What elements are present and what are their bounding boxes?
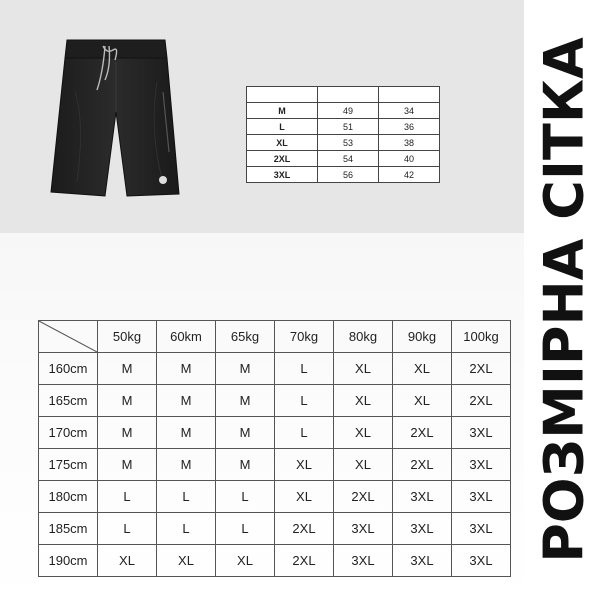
measurement-size: 3XL xyxy=(247,167,318,183)
size-chart-row xyxy=(39,513,511,545)
measurement-header-cell xyxy=(318,87,379,103)
weight-header: 65kg xyxy=(216,321,275,353)
size-cell: XL xyxy=(216,545,275,577)
height-label: 165cm xyxy=(39,385,98,417)
measurement-row xyxy=(247,151,440,167)
size-cell: XL xyxy=(275,481,334,513)
measurement-row xyxy=(247,135,440,151)
size-cell: 2XL xyxy=(275,513,334,545)
size-chart-header-row xyxy=(39,321,511,353)
measurement-value: 49 xyxy=(318,103,379,119)
size-cell: 3XL xyxy=(452,449,511,481)
size-cell: M xyxy=(98,353,157,385)
size-chart-row xyxy=(39,385,511,417)
measurement-row xyxy=(247,119,440,135)
measurement-value: 53 xyxy=(318,135,379,151)
size-cell: L xyxy=(157,513,216,545)
size-chart-row xyxy=(39,545,511,577)
measurement-size: M xyxy=(247,103,318,119)
size-chart-row xyxy=(39,417,511,449)
size-cell: M xyxy=(157,385,216,417)
weight-header: 100kg xyxy=(452,321,511,353)
measurement-value: 38 xyxy=(379,135,440,151)
measurement-value: 34 xyxy=(379,103,440,119)
weight-header: 80kg xyxy=(334,321,393,353)
size-cell: XL xyxy=(393,385,452,417)
size-cell: 3XL xyxy=(452,481,511,513)
size-cell: L xyxy=(98,513,157,545)
size-cell: L xyxy=(157,481,216,513)
size-cell: M xyxy=(157,449,216,481)
size-cell: 2XL xyxy=(393,449,452,481)
height-label: 160cm xyxy=(39,353,98,385)
size-cell: 3XL xyxy=(393,481,452,513)
size-cell: XL xyxy=(334,449,393,481)
size-cell: 3XL xyxy=(452,545,511,577)
measurement-size: L xyxy=(247,119,318,135)
size-cell: L xyxy=(275,385,334,417)
measurement-value: 36 xyxy=(379,119,440,135)
size-cell: XL xyxy=(334,353,393,385)
size-cell: 3XL xyxy=(452,417,511,449)
size-cell: L xyxy=(275,353,334,385)
corner-cell xyxy=(39,321,98,353)
size-cell: M xyxy=(216,417,275,449)
weight-header: 50kg xyxy=(98,321,157,353)
size-cell: 3XL xyxy=(334,513,393,545)
height-label: 185cm xyxy=(39,513,98,545)
weight-header: 60km xyxy=(157,321,216,353)
measurement-size: 2XL xyxy=(247,151,318,167)
size-cell: L xyxy=(98,481,157,513)
size-cell: 2XL xyxy=(452,385,511,417)
size-cell: 3XL xyxy=(452,513,511,545)
size-cell: 2XL xyxy=(452,353,511,385)
size-cell: 3XL xyxy=(334,545,393,577)
size-cell: M xyxy=(157,417,216,449)
size-cell: XL xyxy=(334,417,393,449)
measurement-header-cell xyxy=(379,87,440,103)
size-cell: L xyxy=(275,417,334,449)
measurement-table xyxy=(246,86,440,183)
size-cell: XL xyxy=(334,385,393,417)
size-cell: 2XL xyxy=(334,481,393,513)
measurement-header-cell xyxy=(247,87,318,103)
diagonal-line-icon xyxy=(39,321,97,352)
measurement-value: 42 xyxy=(379,167,440,183)
height-label: 190cm xyxy=(39,545,98,577)
size-cell: M xyxy=(216,385,275,417)
size-cell: M xyxy=(216,449,275,481)
title-strip xyxy=(528,0,600,600)
size-chart-row xyxy=(39,449,511,481)
size-cell: XL xyxy=(157,545,216,577)
size-chart-row xyxy=(39,353,511,385)
height-label: 170cm xyxy=(39,417,98,449)
height-label: 180cm xyxy=(39,481,98,513)
size-chart-table xyxy=(38,320,511,577)
weight-header: 70kg xyxy=(275,321,334,353)
page-title: РОЗМІРНА СІТКА xyxy=(532,37,596,563)
measurement-row xyxy=(247,167,440,183)
size-cell: M xyxy=(98,385,157,417)
black-shorts-icon xyxy=(45,32,185,202)
size-cell: XL xyxy=(393,353,452,385)
weight-header: 90kg xyxy=(393,321,452,353)
size-cell: M xyxy=(98,449,157,481)
measurement-value: 54 xyxy=(318,151,379,167)
size-cell: M xyxy=(98,417,157,449)
measurement-row xyxy=(247,103,440,119)
size-cell: M xyxy=(157,353,216,385)
size-cell: 2XL xyxy=(275,545,334,577)
measurement-header-row xyxy=(247,87,440,103)
size-chart-row xyxy=(39,481,511,513)
size-cell: L xyxy=(216,481,275,513)
height-label: 175cm xyxy=(39,449,98,481)
size-cell: M xyxy=(216,353,275,385)
size-cell: XL xyxy=(275,449,334,481)
measurement-size: XL xyxy=(247,135,318,151)
size-cell: XL xyxy=(98,545,157,577)
size-cell: 3XL xyxy=(393,513,452,545)
measurement-value: 40 xyxy=(379,151,440,167)
size-cell: L xyxy=(216,513,275,545)
measurement-value: 51 xyxy=(318,119,379,135)
size-cell: 2XL xyxy=(393,417,452,449)
measurement-value: 56 xyxy=(318,167,379,183)
size-cell: 3XL xyxy=(393,545,452,577)
